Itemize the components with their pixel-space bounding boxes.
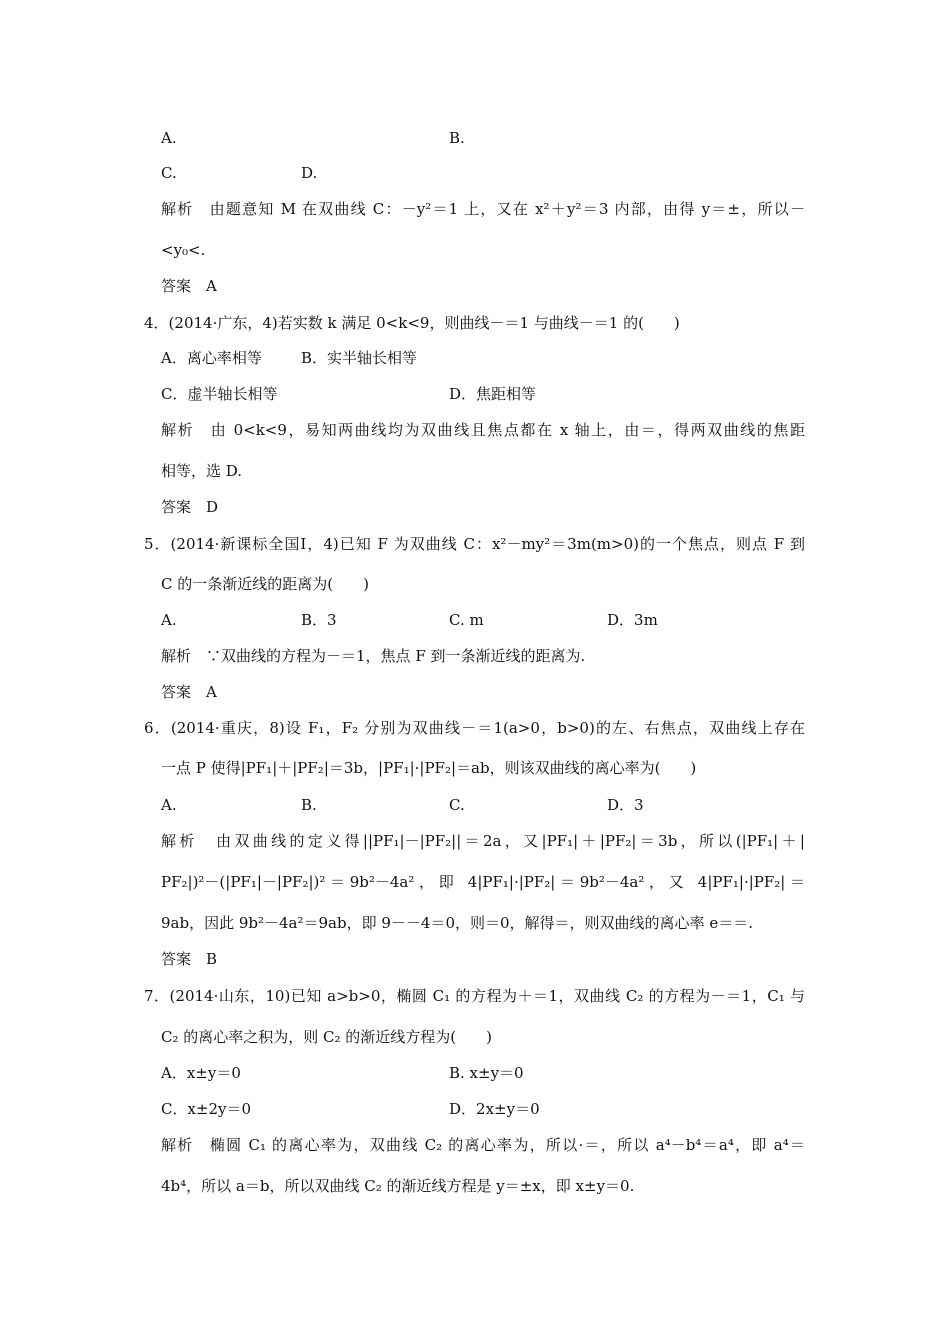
solution-text: 解析 由双曲线的定义得||PF₁|－|PF₂||＝2a，又|PF₁|＋|PF₂|＝3b，所以(|PF₁|＋| xyxy=(161,832,805,850)
solution-text: 解析 由题意知 M 在双曲线 C：－y²＝1 上，又在 x²＋y²＝3 内部，由得 y＝±，所以－ xyxy=(161,200,805,218)
option-row xyxy=(161,610,658,630)
question-5: 5．(2014·新课标全国Ⅰ，4)已知 F 为双曲线 C：x²－my²＝3m(m>0)的一个焦点，则点 F 到 xyxy=(144,535,805,553)
question-4: 4．(2014·广东，4)若实数 k 满足 0<k<9，则曲线－＝1 与曲线－＝1 的( ) xyxy=(144,314,680,332)
option-b: B. xyxy=(301,796,317,814)
solution-text: 解析 椭圆 C₁ 的离心率为，双曲线 C₂ 的离心率为，所以·＝，所以 a⁴－b⁴＝a⁴，即 a⁴＝ xyxy=(161,1136,805,1154)
option-row xyxy=(161,1063,524,1083)
option-d: D. xyxy=(301,164,318,182)
solution-text: 解析 由 0<k<9，易知两曲线均为双曲线且焦点都在 x 轴上，由＝，得两双曲线的焦距 xyxy=(161,421,805,439)
option-b: B．3 xyxy=(301,611,337,629)
option-row xyxy=(161,384,537,404)
option-a: A．离心率相等 xyxy=(161,349,262,367)
option-row xyxy=(161,1099,540,1119)
option-row xyxy=(161,795,644,815)
option-c: C．x±2y＝0 xyxy=(161,1100,252,1118)
answer-line: 答案 B xyxy=(161,950,218,968)
option-row xyxy=(161,163,318,183)
answer-line: 答案 D xyxy=(161,498,219,516)
solution-text: 解析 ∵双曲线的方程为－＝1，焦点 F 到一条渐近线的距离为. xyxy=(161,647,586,665)
question-6-cont: 一点 P 使得|PF₁|＋|PF₂|＝3b，|PF₁|·|PF₂|＝ab，则该双曲线的离心率为( ) xyxy=(161,759,697,777)
option-d: D．焦距相等 xyxy=(449,385,537,403)
solution-text: 9ab，因此 9b²－4a²＝9ab，即 9－－4＝0，则＝0，解得＝，则双曲线的离心率 e＝＝. xyxy=(161,914,753,932)
question-5-cont: C 的一条渐近线的距离为( ) xyxy=(161,575,369,593)
question-7-cont: C₂ 的离心率之积为，则 C₂ 的渐近线方程为( ) xyxy=(161,1028,492,1046)
solution-text: 相等，选 D. xyxy=(161,462,243,480)
option-a: A. xyxy=(161,796,177,814)
question-6: 6．(2014·重庆，8)设 F₁，F₂ 分别为双曲线－＝1(a>0，b>0)的左、右焦点，双曲线上存在 xyxy=(144,719,805,737)
option-b: B. xyxy=(449,129,465,147)
option-b: B．实半轴长相等 xyxy=(301,349,418,367)
option-c: C. xyxy=(449,796,465,814)
option-a: A. xyxy=(161,129,177,147)
option-d: D．3 xyxy=(607,796,644,814)
solution-text: PF₂|)²－(|PF₁|－|PF₂|)²＝9b²－4a²，即 4|PF₁|·|PF₂|＝9b²－4a²，又 4|PF₁|·|PF₂|＝ xyxy=(161,873,805,891)
option-a: A．x±y＝0 xyxy=(161,1064,241,1082)
option-c: C. m xyxy=(449,611,484,629)
option-row xyxy=(161,348,418,368)
question-7: 7．(2014·山东，10)已知 a>b>0，椭圆 C₁ 的方程为＋＝1，双曲线 C₂ 的方程为－＝1，C₁ 与 xyxy=(144,987,805,1005)
solution-text: <y₀<. xyxy=(161,241,206,259)
option-b: B. x±y＝0 xyxy=(449,1064,524,1082)
option-d: D．3m xyxy=(607,611,658,629)
solution-text: 4b⁴，所以 a＝b，所以双曲线 C₂ 的渐近线方程是 y＝±x，即 x±y＝0. xyxy=(161,1177,635,1195)
option-c: C．虚半轴长相等 xyxy=(161,385,278,403)
answer-line: 答案 A xyxy=(161,683,217,701)
option-c: C. xyxy=(161,164,177,182)
option-row xyxy=(161,128,465,148)
option-a: A. xyxy=(161,611,177,629)
answer-line: 答案 A xyxy=(161,277,217,295)
option-d: D．2x±y＝0 xyxy=(449,1100,540,1118)
